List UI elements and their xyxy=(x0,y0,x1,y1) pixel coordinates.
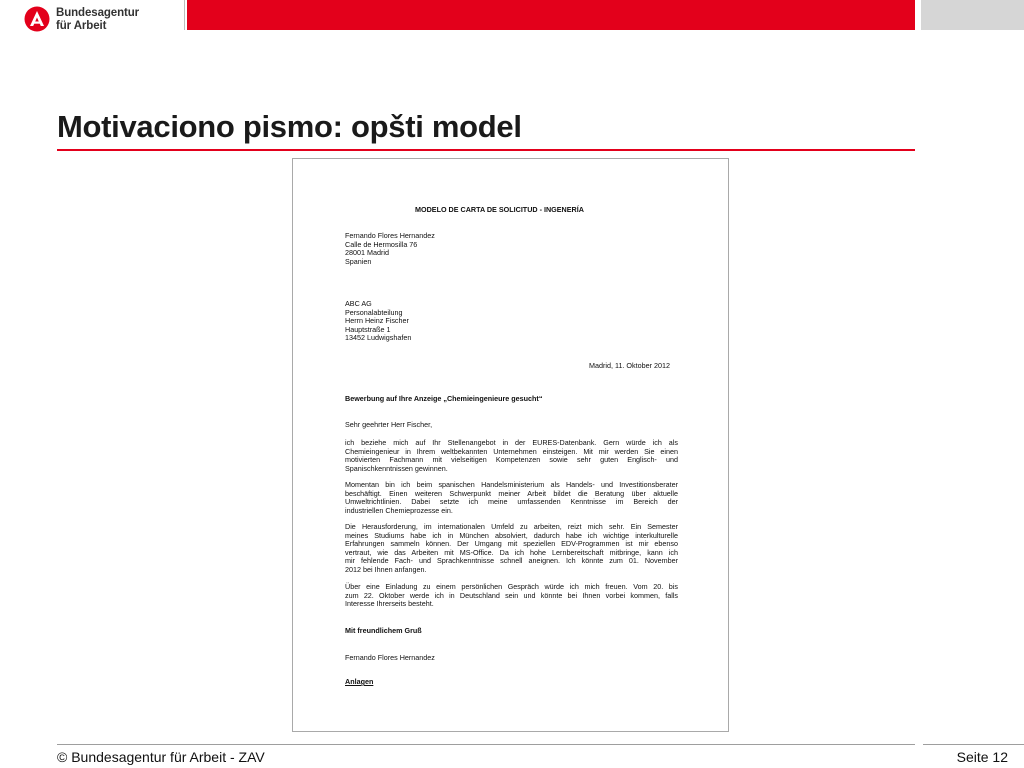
logo-line-2: für Arbeit xyxy=(56,19,107,32)
paragraph-line: vertraut, wie das Arbeiten mit MS-Office. Da ich hohe Lernbereitschaft mitbringe, kann ich xyxy=(345,547,678,557)
paragraph-line: motivierten Fachmann mit vielseitigen Kompetenzen sowie sehr guten Englisch- und xyxy=(345,455,678,465)
paragraph-line: zum 22. Oktober werde ich in Deutschland sein und könnte bei Ihnen vorbei kommen, falls xyxy=(345,590,678,600)
recipient-line: 13452 Ludwigshafen xyxy=(345,333,412,343)
page-number: Seite 12 xyxy=(956,749,1008,765)
letter-paragraph xyxy=(345,523,678,575)
letter-date: Madrid, 11. Oktober 2012 xyxy=(589,361,670,370)
header-grey-bar xyxy=(921,0,1024,30)
sender-line: Fernando Flores Hernandez xyxy=(345,231,435,240)
letter-enclosures: Anlagen xyxy=(345,677,374,686)
letter-signature: Fernando Flores Hernandez xyxy=(345,653,435,662)
letter-closing: Mit freundlichem Gruß xyxy=(345,626,422,635)
paragraph-line: Spanischkenntnissen gewinnen. xyxy=(345,463,448,473)
sender-line: Calle de Hermosilla 76 xyxy=(345,239,418,249)
paragraph-line: Über eine Einladung zu einem persönlichen Gespräch würde ich mich freuen. Vom 20. bis xyxy=(345,582,678,591)
paragraph-line: Chemieingenieur in Ihrem weltbekannten Unternehmen einsteigen. Mit mir werden Sie einen xyxy=(345,446,678,456)
header-red-bar xyxy=(187,0,915,30)
footer-copyright: © Bundesagentur für Arbeit - ZAV xyxy=(57,749,265,765)
letter-paragraph xyxy=(345,583,678,609)
paragraph-line: Momentan bin ich beim spanischen Handelsministerium als Handels- und Investitionsberater xyxy=(345,480,678,489)
header-divider xyxy=(184,0,185,30)
paragraph-line: beschäftigt. Einen weiteren Schwerpunkt meiner Arbeit bildet die Beratung über aktuelle xyxy=(345,488,678,498)
sender-line: Spanien xyxy=(345,256,372,266)
paragraph-line: industriellen Chemieprozesse ein. xyxy=(345,505,453,515)
ba-logo-icon xyxy=(24,6,50,32)
logo-line-1: Bundesagentur xyxy=(56,7,140,19)
sender-address xyxy=(345,232,435,266)
recipient-line: ABC AG xyxy=(345,299,372,308)
paragraph-line: Erfahrungen sammeln können. Der Umgang mit speziellen EDV-Programmen ist mir ebenso xyxy=(345,539,678,549)
letter-paragraph xyxy=(345,439,678,473)
letter-document xyxy=(292,158,729,732)
recipient-line: Hauptstraße 1 xyxy=(345,324,391,334)
letter-salutation: Sehr geehrter Herr Fischer, xyxy=(345,420,433,429)
paragraph-line: meines Studiums habe ich in München absolviert, dadurch habe ich wichtige interkulturelle xyxy=(345,530,678,540)
paragraph-line: 2012 bei Ihnen anfangen. xyxy=(345,564,427,574)
paragraph-line: ich beziehe mich auf Ihr Stellenangebot in der EURES-Datenbank. Gern würde ich als xyxy=(345,438,678,447)
footer-divider xyxy=(57,744,915,745)
footer-divider-right xyxy=(923,744,1024,745)
paragraph-line: Die Herausforderung, im internationalen Umfeld zu arbeiten, reizt mich sehr. Ein Semester xyxy=(345,522,678,531)
paragraph-line: Umweltrichtlinien. Dabei setzte ich meine umfassenden Kenntnisse im Bereich der xyxy=(345,497,678,507)
letter-paragraph xyxy=(345,481,678,515)
title-underline xyxy=(57,149,915,151)
sender-line: 28001 Madrid xyxy=(345,248,389,258)
paragraph-line: mir fehlende Fach- und Sprachkenntnisse schnell aneignen. Ich könnte zum 01. November xyxy=(345,556,678,566)
paragraph-line: Interesse Ihrerseits besteht. xyxy=(345,599,434,609)
recipient-line: Herrn Heinz Fischer xyxy=(345,316,409,326)
slide-title: Motivaciono pismo: opšti model xyxy=(57,109,522,144)
recipient-line: Personalabteilung xyxy=(345,307,403,317)
ba-logo-text xyxy=(56,7,139,32)
letter-subject: Bewerbung auf Ihre Anzeige „Chemieingenieure gesucht“ xyxy=(345,394,543,403)
letter-heading: MODELO DE CARTA DE SOLICITUD - INGENERÍA xyxy=(415,205,584,214)
ba-logo xyxy=(24,6,184,32)
recipient-address xyxy=(345,300,411,343)
